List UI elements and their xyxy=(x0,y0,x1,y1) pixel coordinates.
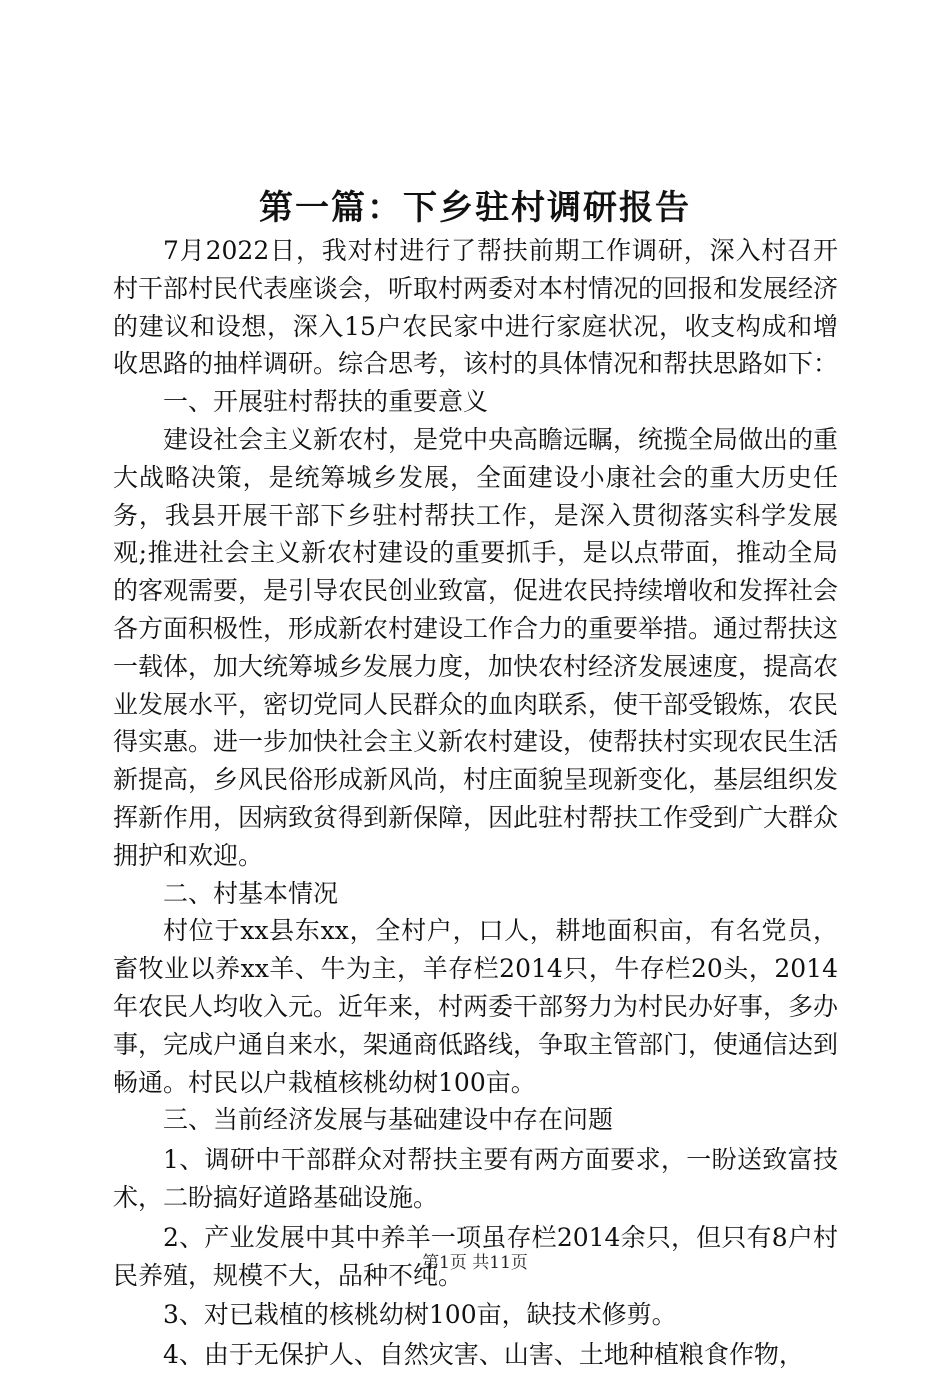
section-heading-3: 三、当前经济发展与基础建设中存在问题 xyxy=(163,1105,614,1135)
section-heading-2: 二、村基本情况 xyxy=(163,878,339,908)
section-2-paragraph: 村位于xx县东xx，全村户，口人，耕地面积亩，有名党员，畜牧业以养xx羊、牛为主，羊存栏2014只，牛存栏20头，2014年农民人均收入元。近年来，村两委干部努力为村民办好事，多办事，完成户通自来水，架通商低路线，争取主管部门，使通信达到畅通。村民以户栽植核桃幼树100亩。 xyxy=(113,916,839,1097)
problem-item-4: 4、由于无保护人、自然灾害、山害、土地种植粮食作物， xyxy=(163,1340,804,1370)
page-title: 第一篇：下乡驻村调研报告 xyxy=(259,188,691,228)
section-heading-1: 一、开展驻村帮扶的重要意义 xyxy=(163,387,489,417)
problem-item-2: 2、产业发展中其中养羊一项虽存栏2014余只，但只有8户村民养殖，规模不大，品种不纯。 xyxy=(113,1222,838,1290)
problem-item-3: 3、对已栽植的核桃幼树100亩，缺技术修剪。 xyxy=(163,1300,677,1330)
intro-paragraph: 7月2022日，我对村进行了帮扶前期工作调研，深入村召开村干部村民代表座谈会，听取村两委对本村情况的回报和发展经济的建议和设想，深入15户农民家中进行家庭状况，收支构成和增收思路的抽样调研。综合思考，该村的具体情况和帮扶思路如下： xyxy=(113,236,839,379)
problem-item-1: 1、调研中干部群众对帮扶主要有两方面要求，一盼送致富技术，二盼搞好道路基础设施。 xyxy=(113,1145,838,1212)
page-number-footer: 第1页 共11页 xyxy=(422,1253,528,1273)
section-1-paragraph: 建设社会主义新农村，是党中央高瞻远瞩，统揽全局做出的重大战略决策，是统筹城乡发展，全面建设小康社会的重大历史任务，我县开展干部下乡驻村帮扶工作，是深入贯彻落实科学发展观;推进社会主义新农村建设的重要抓手，是以点带面，推动全局的客观需要，是引导农民创业致富，促进农民持续增收和发挥社会各方面积极性，形成新农村建设工作合力的重要举措。通过帮扶这一载体，加大统筹城乡发展力度，加快农村经济发展速度，提高农业发展水平，密切党同人民群众的血肉联系，使干部受锻炼，农民得实惠。进一步加快社会主义新农村建设，使帮扶村实现农民生活新提高，乡风民俗形成新风尚，村庄面貌呈现新变化，基层组织发挥新作用，因病致贫得到新保障，因此驻村帮扶工作受到广大群众拥护和欢迎。 xyxy=(113,424,839,870)
document-body xyxy=(113,232,838,1374)
